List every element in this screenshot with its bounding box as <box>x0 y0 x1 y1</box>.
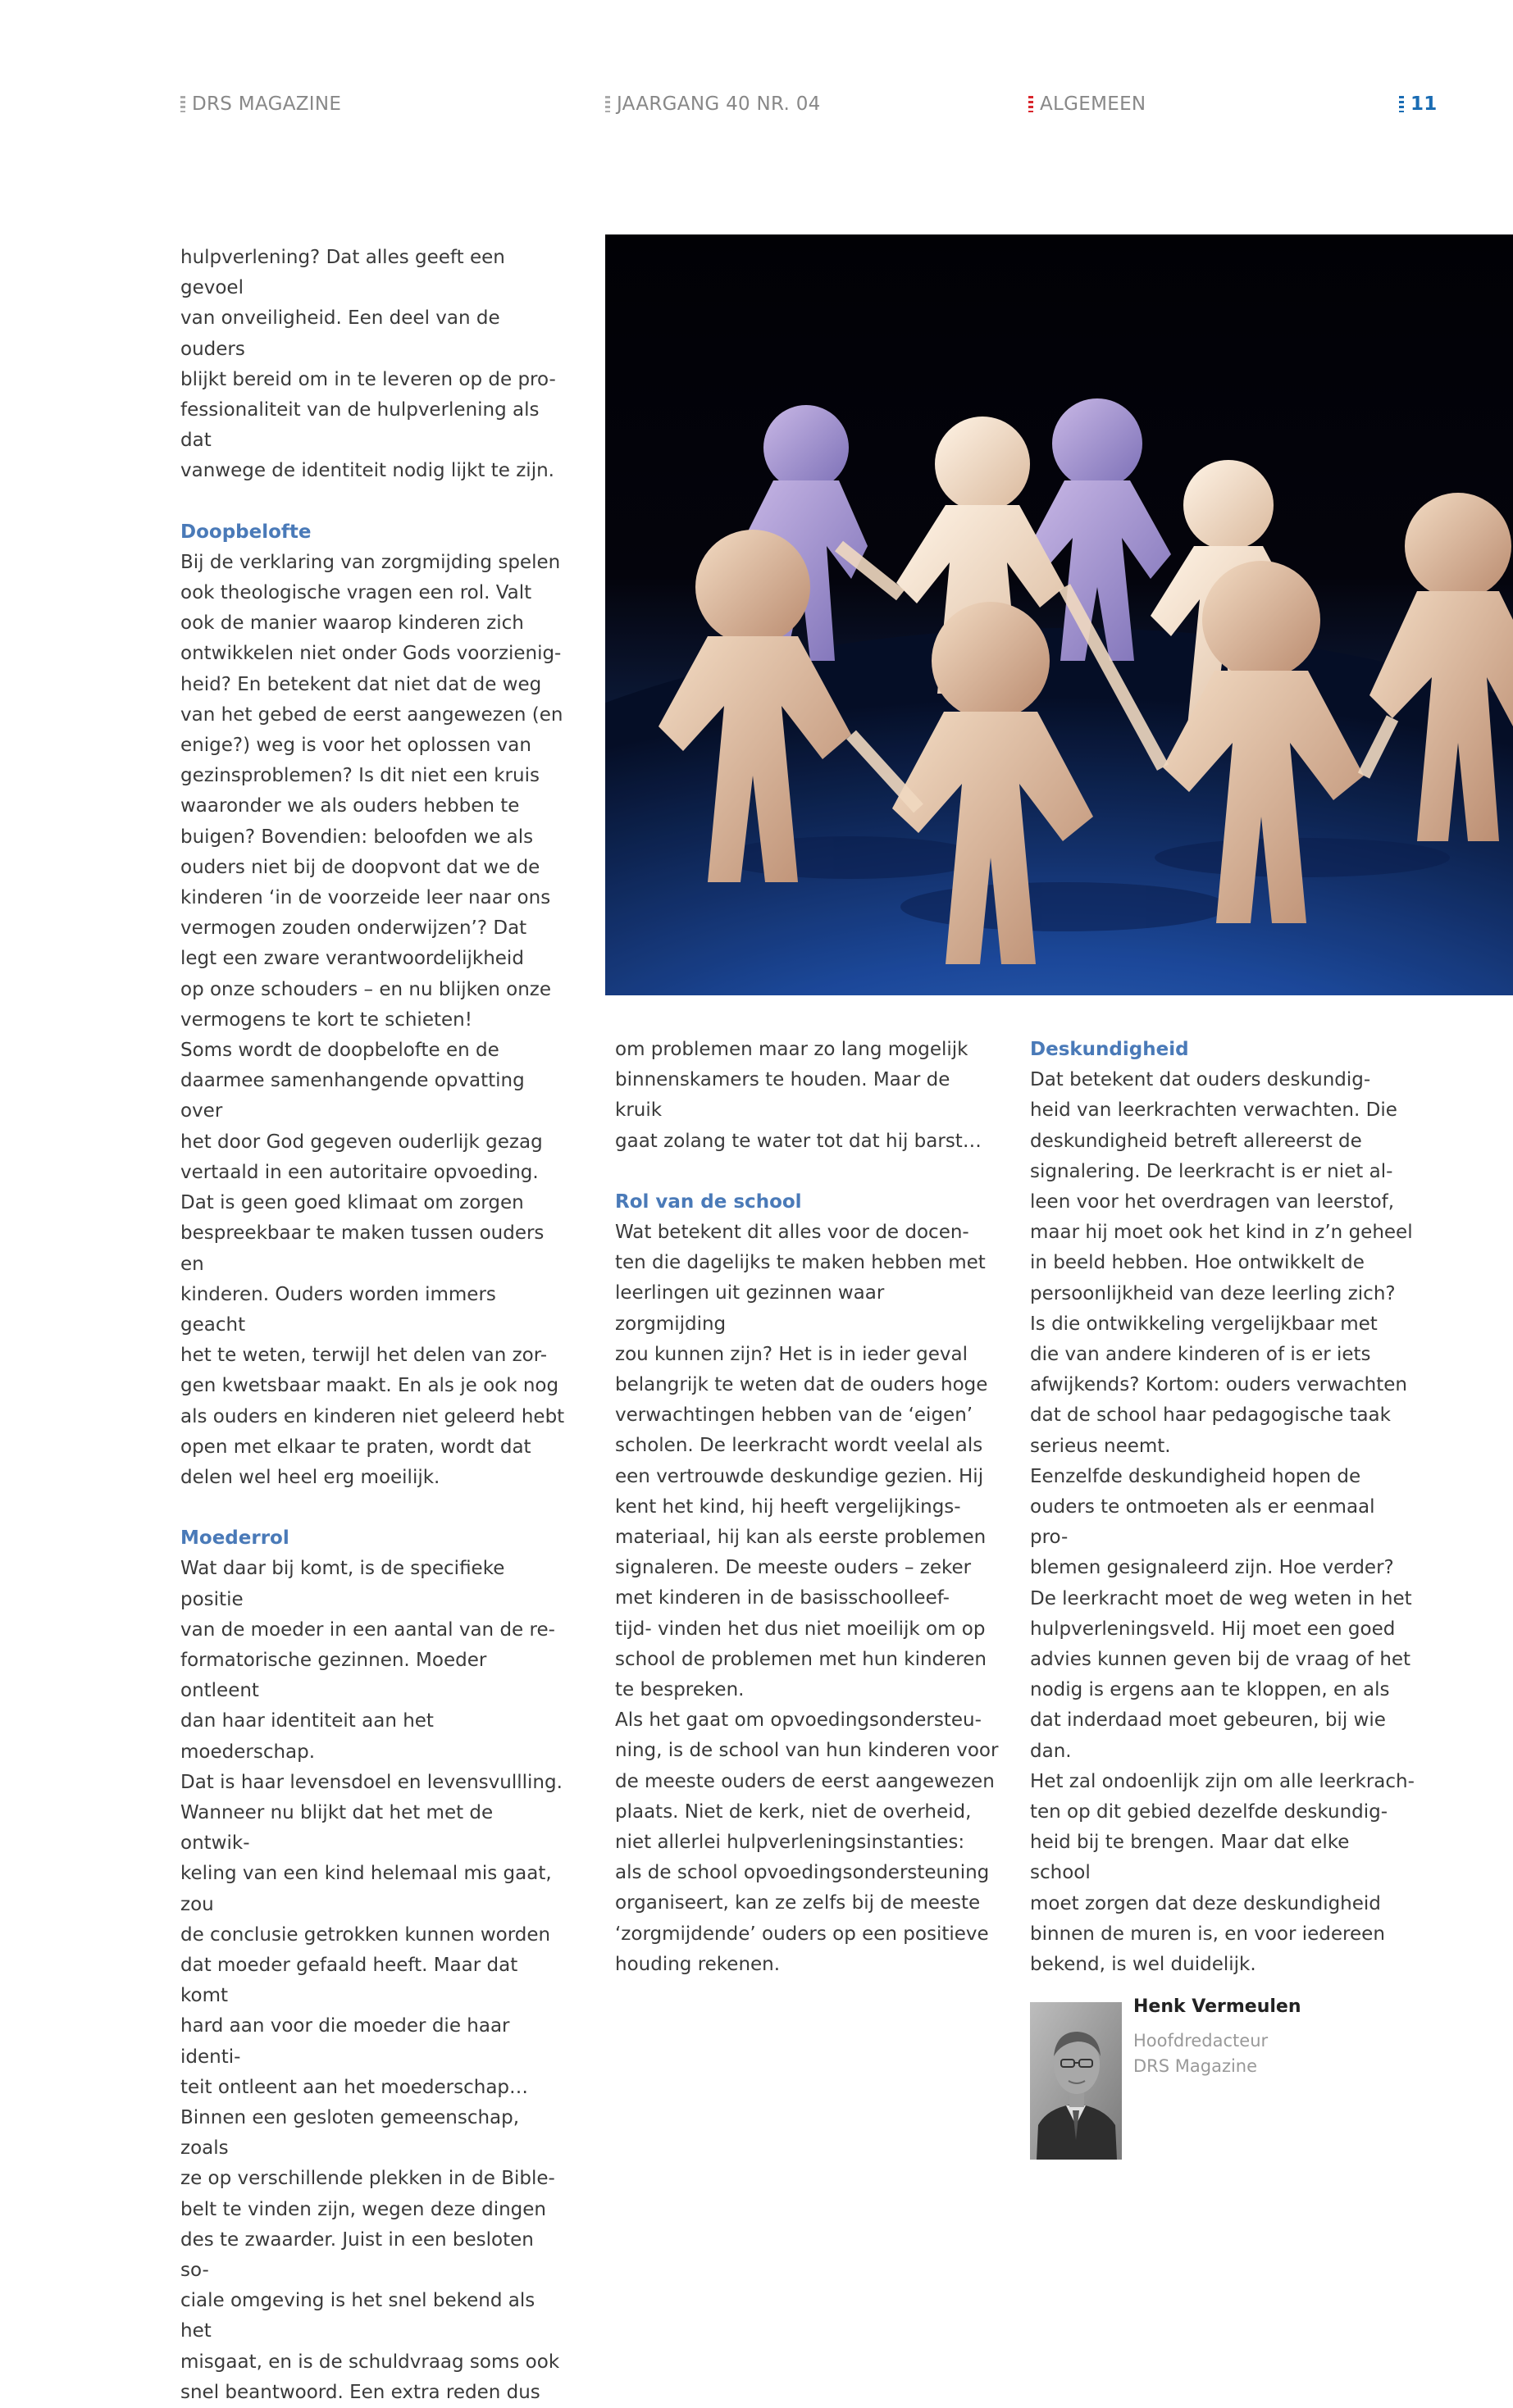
col1-doopbelofte-paragraph <box>180 548 566 1493</box>
author-organization: DRS Magazine <box>1133 2056 1258 2076</box>
col2-school-paragraph <box>615 1218 1000 1980</box>
text-line: heid? En betekent dat niet dat de weg <box>180 673 542 695</box>
text-line: van het gebed de eerst aangewezen (en <box>180 703 563 726</box>
text-line: op onze schouders – en nu blijken onze <box>180 978 552 1000</box>
header-magazine-label: DRS MAGAZINE <box>192 93 342 115</box>
text-line: plaats. Niet de kerk, niet de overheid, <box>615 1800 972 1823</box>
heading-rol-van-de-school: Rol van de school <box>615 1190 802 1213</box>
text-line: maar hij moet ook het kind in z’n geheel <box>1030 1222 1413 1244</box>
text-line: Dat is geen goed klimaat om zorgen <box>180 1192 524 1214</box>
text-line: zou kunnen zijn? Het is in ieder geval <box>615 1343 968 1365</box>
text-line: serieus neemt. <box>1030 1435 1171 1457</box>
text-line: keling van een kind helemaal mis gaat, zou <box>180 1863 552 1915</box>
text-line: gen kwetsbaar maakt. En als je ook nog <box>180 1375 559 1397</box>
text-line: vanwege de identiteit nodig lijkt te zijn. <box>180 460 554 482</box>
text-line: signaleren. De meeste ouders – zeker <box>615 1557 972 1579</box>
text-line: ze op verschillende plekken in de Bible- <box>180 2168 555 2190</box>
text-line: dat inderdaad moet gebeuren, bij wie <box>1030 1709 1386 1732</box>
col2-intro-paragraph <box>615 1035 1000 1157</box>
header-page-number <box>1399 92 1438 116</box>
header-magazine <box>180 92 341 116</box>
stripe-marker-icon <box>1399 96 1404 112</box>
text-line: Als het gaat om opvoedingsondersteu- <box>615 1709 982 1732</box>
text-line: in beeld hebben. Hoe ontwikkelt de <box>1030 1252 1365 1274</box>
text-line: blijkt bereid om in te leveren op de pro- <box>180 368 556 390</box>
text-line: te bespreken. <box>615 1679 745 1701</box>
text-line: leen voor het overdragen van leerstof, <box>1030 1191 1395 1213</box>
text-line: die van andere kinderen of is er iets <box>1030 1344 1371 1366</box>
text-line: een vertrouwde deskundige gezien. Hij <box>615 1465 984 1487</box>
text-line: nodig is ergens aan te kloppen, en als <box>1030 1679 1390 1701</box>
text-line: enige?) weg is voor het oplossen van <box>180 735 531 757</box>
text-line: dan. <box>1030 1740 1072 1762</box>
text-line: ten op dit gebied dezelfde deskundig- <box>1030 1801 1388 1823</box>
text-line: ouders niet bij de doopvont dat we de <box>180 856 540 878</box>
text-line: tijd- vinden het dus niet moeilijk om op <box>615 1618 986 1640</box>
text-line: Eenzelfde deskundigheid hopen de <box>1030 1465 1361 1487</box>
col3-deskundigheid-paragraph <box>1030 1065 1415 1980</box>
text-line: bekend, is wel duidelijk. <box>1030 1954 1256 1976</box>
text-line: ook de manier waarop kinderen zich <box>180 612 524 635</box>
header-issue-label: JAARGANG 40 NR. 04 <box>617 93 821 115</box>
text-line: Dat betekent dat ouders deskundig- <box>1030 1069 1371 1091</box>
text-line: belt te vinden zijn, wegen deze dingen <box>180 2198 546 2220</box>
text-line: scholen. De leerkracht wordt veelal als <box>615 1435 983 1457</box>
text-line: dat moeder gefaald heeft. Maar dat komt <box>180 1954 518 2007</box>
text-line: het te weten, terwijl het delen van zor- <box>180 1345 548 1367</box>
text-line: advies kunnen geven bij de vraag of het <box>1030 1649 1411 1671</box>
text-line: materiaal, hij kan als eerste problemen <box>615 1527 987 1549</box>
text-line: afwijkends? Kortom: ouders verwachten <box>1030 1374 1407 1396</box>
text-line: het door God gegeven ouderlijk gezag <box>180 1131 543 1153</box>
text-line: belangrijk te weten dat de ouders hoge <box>615 1374 988 1396</box>
text-line: Soms wordt de doopbelofte en de <box>180 1040 499 1062</box>
text-line: vertaald in een autoritaire opvoeding. <box>180 1161 539 1183</box>
text-line: vermogen zouden onderwijzen’? Dat <box>180 917 527 940</box>
text-line: daarmee samenhangende opvatting over <box>180 1070 525 1122</box>
text-line: om problemen maar zo lang mogelijk <box>615 1039 968 1060</box>
text-line: leerlingen uit gezinnen waar zorgmijding <box>615 1282 885 1335</box>
text-line: heid bij te brengen. Maar dat elke school <box>1030 1832 1350 1884</box>
text-line: misgaat, en is de schuldvraag soms ook <box>180 2351 560 2373</box>
header-issue <box>605 92 821 116</box>
text-line: Wat daar bij komt, is de specifieke positie <box>180 1558 505 1610</box>
text-line: legt een zware verantwoordelijkheid <box>180 948 524 970</box>
text-line: dan haar identiteit aan het moederschap. <box>180 1710 434 1763</box>
text-line: school de problemen met hun kinderen <box>615 1648 987 1670</box>
text-line: heid van leerkrachten verwachten. Die <box>1030 1099 1397 1122</box>
text-line: van de moeder in een aantal van de re- <box>180 1618 555 1641</box>
text-line: hulpverleningsveld. Hij moet een goed <box>1030 1618 1396 1640</box>
stripe-marker-icon <box>1028 96 1033 112</box>
text-line: binnen de muren is, en voor iedereen <box>1030 1923 1385 1945</box>
page-number: 11 <box>1410 93 1438 115</box>
author-name: Henk Vermeulen <box>1133 1996 1301 2017</box>
col1-moederrol-paragraph <box>180 1554 566 2408</box>
text-line: open met elkaar te praten, wordt dat <box>180 1436 531 1458</box>
text-line: hard aan voor die moeder die haar identi- <box>180 2015 510 2068</box>
text-line: signalering. De leerkracht is er niet al- <box>1030 1160 1393 1182</box>
text-line: houding rekenen. <box>615 1953 781 1975</box>
text-line: Binnen een gesloten gemeenschap, zoals <box>180 2106 520 2160</box>
text-line: moet zorgen dat deze deskundigheid <box>1030 1892 1381 1914</box>
text-line: kent het kind, hij heeft vergelijkings- <box>615 1495 961 1518</box>
text-line: bespreekbaar te maken tussen ouders en <box>180 1222 545 1275</box>
text-line: De leerkracht moet de weg weten in het <box>1030 1587 1412 1609</box>
text-line: als de school opvoedingsondersteuning <box>615 1862 990 1884</box>
text-line: organiseert, kan ze zelfs bij de meeste <box>615 1892 981 1914</box>
stripe-marker-icon <box>180 96 185 112</box>
text-line: vermogens te kort te schieten! <box>180 1008 472 1031</box>
text-line: kinderen. Ouders worden immers geacht <box>180 1283 496 1336</box>
author-portrait <box>1030 2002 1122 2160</box>
text-line: ook theologische vragen een rol. Valt <box>180 582 532 604</box>
heading-moederrol: Moederrol <box>180 1527 289 1550</box>
paper-people-chain-photo <box>605 234 1513 995</box>
text-line: als ouders en kinderen niet geleerd hebt <box>180 1405 565 1427</box>
text-line: binnenskamers te houden. Maar de kruik <box>615 1069 950 1122</box>
text-line: buigen? Bovendien: beloofden we als <box>180 826 534 848</box>
running-header <box>0 92 1513 120</box>
text-line: snel beantwoord. Een extra reden dus <box>180 2381 540 2403</box>
header-section-label: ALGEMEEN <box>1040 93 1146 115</box>
text-line: van onveiligheid. Een deel van de ouders <box>180 307 500 360</box>
text-line: waaronder we als ouders hebben te <box>180 795 520 817</box>
text-line: formatorische gezinnen. Moeder ontleent <box>180 1649 487 1702</box>
column-3 <box>1030 1035 1415 1980</box>
column-1 <box>180 243 566 2408</box>
text-line: ciale omgeving is het snel bekend als het <box>180 2290 535 2342</box>
text-line: kinderen ‘in de voorzeide leer naar ons <box>180 887 551 909</box>
text-line: fessionaliteit van de hulpverlening als dat <box>180 399 540 452</box>
text-line: ontwikkelen niet onder Gods voorzienig- <box>180 643 562 665</box>
text-line: dat de school haar pedagogische taak <box>1030 1404 1391 1427</box>
stripe-marker-icon <box>605 96 610 112</box>
text-line: deskundigheid betreft allereerst de <box>1030 1130 1362 1152</box>
text-line: met kinderen in de basisschoolleef- <box>615 1587 950 1609</box>
text-line: blemen gesignaleerd zijn. Hoe verder? <box>1030 1557 1394 1579</box>
author-role: Hoofdredacteur <box>1133 2031 1269 2051</box>
text-line: teit ontleent aan het moederschap… <box>180 2076 529 2098</box>
text-line: de conclusie getrokken kunnen worden <box>180 1923 551 1946</box>
text-line: de meeste ouders de eerst aangewezen <box>615 1770 995 1792</box>
text-line: des te zwaarder. Juist in een besloten so- <box>180 2228 534 2281</box>
header-section <box>1028 92 1146 116</box>
text-line: ‘zorgmijdende’ ouders op een positieve <box>615 1923 989 1945</box>
text-line: gezinsproblemen? Is dit niet een kruis <box>180 765 540 787</box>
text-line: ten die dagelijks te maken hebben met <box>615 1252 986 1274</box>
column-2 <box>615 1035 1000 1980</box>
text-line: persoonlijkheid van deze leerling zich? <box>1030 1282 1396 1304</box>
text-line: verwachtingen hebben van de ‘eigen’ <box>615 1404 973 1427</box>
text-line: ning, is de school van hun kinderen voor <box>615 1740 999 1762</box>
heading-doopbelofte: Doopbelofte <box>180 521 312 543</box>
text-line: Het zal ondoenlijk zijn om alle leerkrach- <box>1030 1770 1415 1792</box>
text-line: Is die ontwikkeling vergelijkbaar met <box>1030 1313 1378 1335</box>
col1-intro-paragraph <box>180 243 566 487</box>
text-line: ouders te ontmoeten als er eenmaal pro- <box>1030 1496 1375 1549</box>
text-line: delen wel heel erg moeilijk. <box>180 1466 440 1488</box>
text-line: niet allerlei hulpverleningsinstanties: <box>615 1832 965 1854</box>
text-line: Wat betekent dit alles voor de docen- <box>615 1222 969 1244</box>
heading-deskundigheid: Deskundigheid <box>1030 1039 1189 1060</box>
text-line: Bij de verklaring van zorgmijding spelen <box>180 551 561 573</box>
text-line: hulpverlening? Dat alles geeft een gevoel <box>180 247 505 299</box>
text-line: gaat zolang te water tot dat hij barst… <box>615 1130 982 1152</box>
text-line: Dat is haar levensdoel en levensvullling. <box>180 1771 563 1793</box>
text-line: Wanneer nu blijkt dat het met de ontwik- <box>180 1801 494 1855</box>
